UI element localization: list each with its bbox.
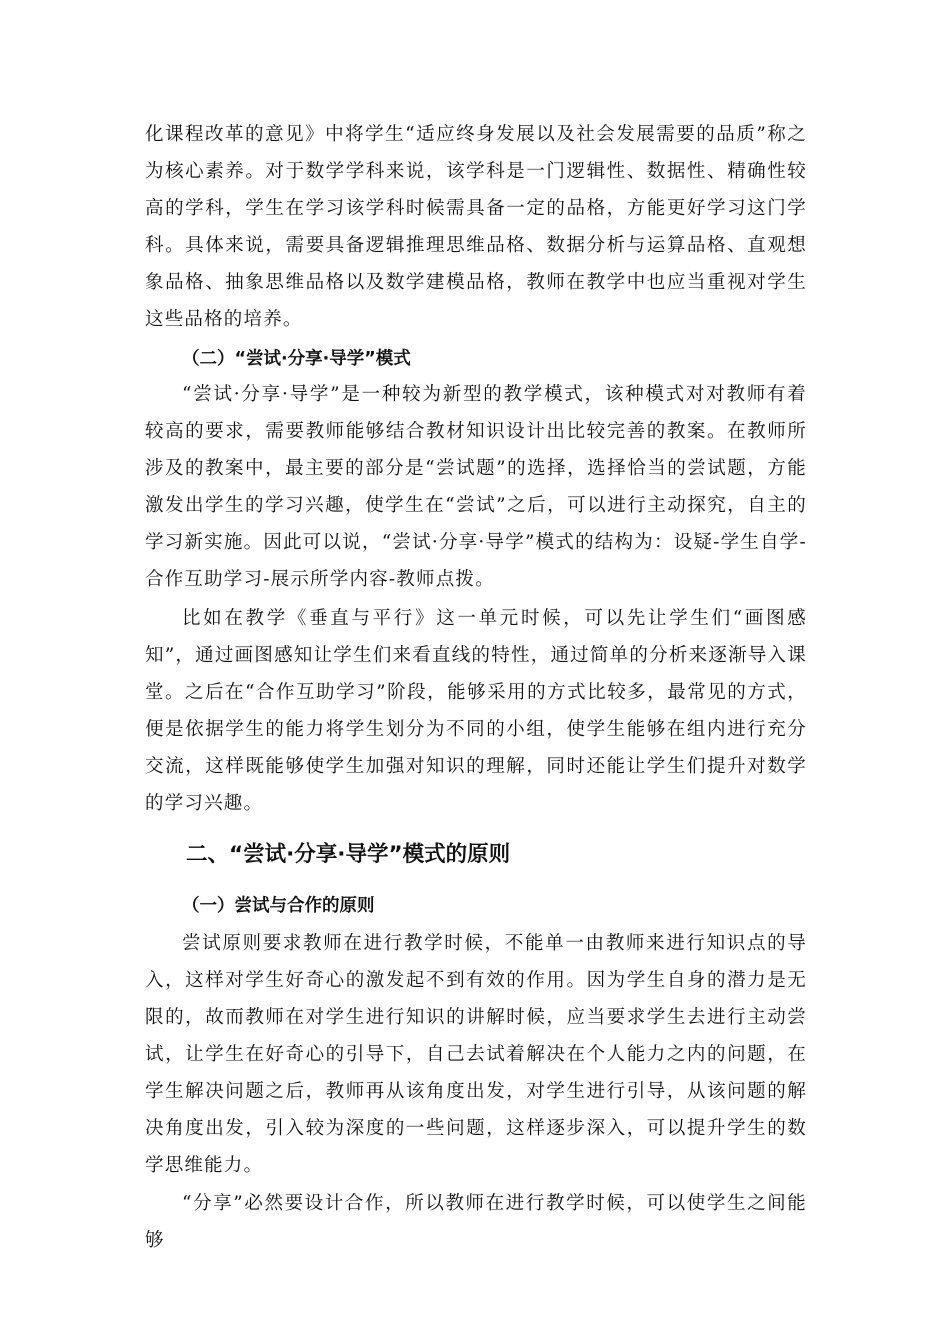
section-heading-principles: 二、“尝试·分享·导学”模式的原则 [186, 842, 511, 867]
paragraph-try-principle: 尝试原则要求教师在进行教学时候，不能单一由教师来进行知识点的导入，这样对学生好奇心的激发起不到有效的作用。因为学生自身的潜力是无限的，故而教师在对学生进行知识的讲解时候，应当要求学生去进行主动尝试，让学生在好奇心的引导下，自己去试着解决在个人能力之内的问题，在学生解决问题之后，教师再从该角度出发，对学生进行引导，从该问题的解决角度出发，引入较为深度的一些问题，这样逐步深入，可以提升学生的数学思维能力。 [145, 933, 807, 1176]
subheading-try-cooperate: （一）尝试与合作的原则 [182, 896, 375, 916]
paragraph-core-literacy: 化课程改革的意见》中将学生“适应终身发展以及社会发展需要的品质”称之为核心素养。对于数学学科来说，该学科是一门逻辑性、数据性、精确性较高的学科，学生在学习该学科时候需具备一定的品格，方能更好学习这门学科。具体来说，需要具备逻辑推理思维品格、数据分析与运算品格、直观想象品格、抽象思维品格以及数学建模品格，教师在教学中也应当重视对学生这些品格的培养。 [145, 124, 807, 330]
paragraph-example: 比如在教学《垂直与平行》这一单元时候，可以先让学生们“画图感知”，通过画图感知让学生们来看直线的特性，通过简单的分析来逐渐导入课堂。之后在“合作互助学习”阶段，能够采用的方式比较多，最常见的方式，便是依据学生的能力将学生划分为不同的小组，使学生能够在组内进行充分交流，这样既能够使学生加强对知识的理解，同时还能让学生们提升对数学的学习兴趣。 [145, 608, 807, 814]
subheading-mode: （二）“尝试·分享·导学”模式 [182, 349, 411, 369]
paragraph-mode-description: “尝试·分享·导学”是一种较为新型的教学模式，该种模式对对教师有着较高的要求，需要教师能够结合教材知识设计出比较完善的教案。在教师所涉及的教案中，最主要的部分是“尝试题”的选择，选择恰当的尝试题，方能激发出学生的学习兴趣，使学生在“尝试”之后，可以进行主动探究，自主的学习新实施。因此可以说，“尝试·分享·导学”模式的结构为：设疑-学生自学-合作互助学习-展示所学内容-教师点拨。 [145, 384, 807, 590]
paragraph-share: “分享”必然要设计合作，所以教师在进行教学时候，可以使学生之间能够 [145, 1193, 807, 1251]
